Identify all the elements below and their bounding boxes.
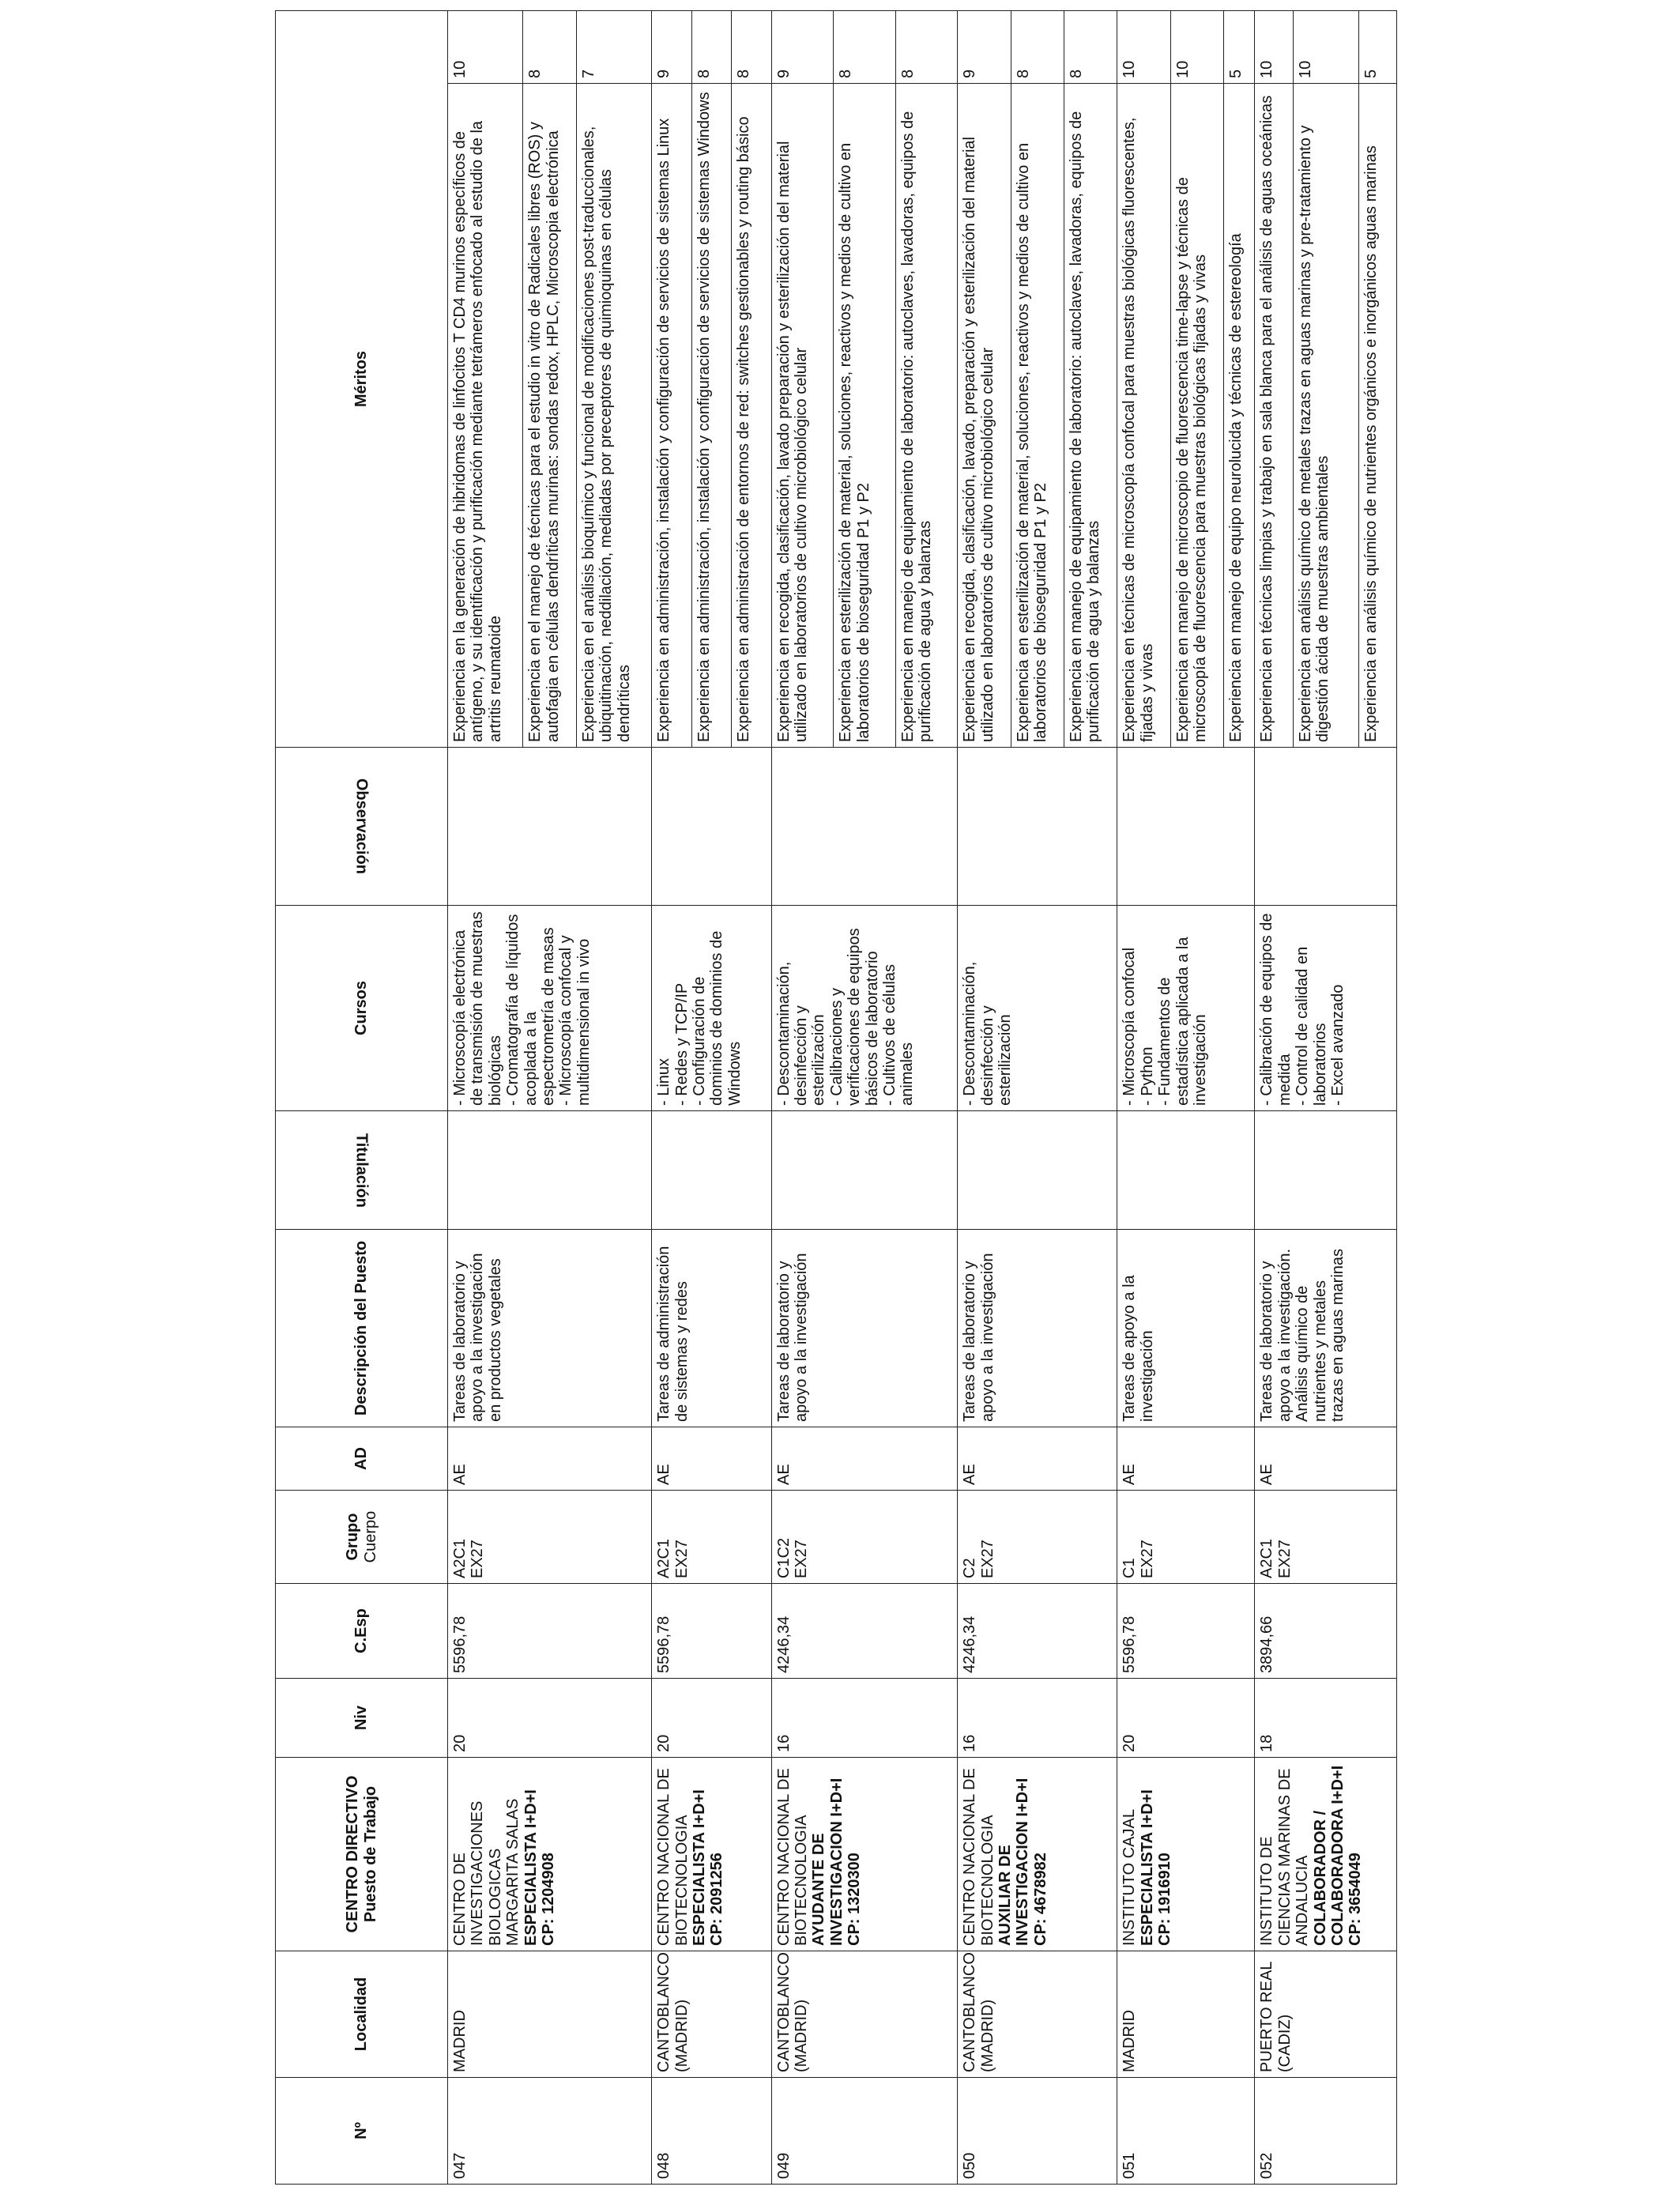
merito-score: 8 [1067,69,1085,78]
cell-ad [448,1427,652,1491]
merito-text: Experiencia en administración de entornos de red: switches gestionables y routing básico [735,116,753,742]
header-centro: CENTRO DIRECTIVO Puesto de Trabajo [276,1758,448,1951]
cell-merito-score [1293,11,1358,84]
cell-titulacion [448,1111,652,1230]
cp-value: CP: 2091256 [708,1853,726,1946]
merito-score: 8 [526,69,544,78]
cell-merito-score [448,11,523,84]
merito-text: Experiencia en manejo de equipamiento de laboratorio: autoclaves, lavadoras, equipos de purificación de agua y balanzas [1067,111,1103,742]
header-titulacion: Titulación [276,1111,448,1230]
cell-num [652,2078,771,2185]
header-niv: Niv [276,1679,448,1758]
merito-score: 8 [898,69,917,78]
cell-grupo [1255,1491,1397,1584]
curso-item: - Configuración de dominios de dominios de Windows [690,930,744,1106]
cell-centro [1117,1758,1255,1951]
niv-value: 16 [961,1734,979,1752]
cell-merito [732,84,772,748]
job-positions-table [275,10,1397,2185]
descripcion-value: Tareas de administración de sistemas y redes [655,1246,691,1422]
cell-descripcion [771,1230,958,1427]
cell-num [1117,2078,1255,2185]
merito-text: Experiencia en recogida, clasificación, lavado, preparación y esterilización del material utilizado en laboratorios de cultivo microbiológico celular [961,137,996,742]
cell-cesp [1255,1584,1397,1679]
cell-merito [1064,84,1117,748]
cell-merito [1255,84,1293,748]
merito-score: 8 [1014,69,1032,78]
cell-descripcion [652,1230,771,1427]
header-observacion: Observación [276,748,448,906]
merito-text: Experiencia en manejo de equipamiento de laboratorio: autoclaves, lavadoras, equipos de purificación de agua y balanzas [898,111,935,742]
cell-titulacion [1117,1111,1255,1230]
curso-item: - Microscopía confocal y multidimensional in vivo [557,935,593,1106]
cell-cursos [958,906,1117,1111]
cell-titulacion [771,1111,958,1230]
cell-grupo [1117,1491,1255,1584]
cell-titulacion [1255,1111,1397,1230]
merito-score: 10 [451,60,469,78]
cell-descripcion [1255,1230,1397,1427]
cell-grupo [448,1491,652,1584]
cell-merito [1011,84,1064,748]
ad-value: AE [774,1464,793,1485]
niv-value: 20 [655,1734,673,1752]
table-row [958,11,1011,2185]
cell-localidad [652,1951,771,2078]
curso-item: - Control de calidad en laboratorios [1294,946,1329,1106]
cell-num [448,2078,652,2185]
cell-descripcion [448,1230,652,1427]
cell-centro [1255,1758,1397,1951]
cesp-value: 5596,78 [451,1615,469,1673]
cuerpo-value: EX27 [672,1540,691,1578]
curso-item: - Microscopía confocal [1121,947,1139,1106]
cell-niv [771,1679,958,1758]
cuerpo-value: EX27 [793,1540,811,1578]
niv-value: 18 [1258,1734,1276,1752]
cell-cursos [1255,906,1397,1111]
curso-item: - Python [1138,1046,1156,1106]
puesto-value: ESPECIALISTA I+D+I [522,1789,540,1946]
num-value: 050 [961,2152,979,2179]
cell-niv [652,1679,771,1758]
centro-value: CENTRO DE INVESTIGACIONES BIOLOGICAS MARGARITA SALAS [451,1798,522,1946]
grupo-value: A2C1 [451,1538,469,1578]
descripcion-value: Tareas de laboratorio y apoyo a la investigación. Análisis químico de nutrientes y metales trazas en aguas marinas [1258,1248,1347,1422]
cell-merito [895,84,958,748]
cell-cesp [958,1584,1117,1679]
cell-cesp [652,1584,771,1679]
merito-text: Experiencia en recogida, clasificación, lavado preparación y esterilización del material utilizado en laboratorios de cultivo microbiológico celular [774,141,811,742]
cell-merito-score [834,11,896,84]
cell-centro [771,1758,958,1951]
header-ad: AD [276,1427,448,1491]
header-row [276,11,448,2185]
cesp-value: 4246,34 [774,1615,793,1673]
ad-value: AE [961,1464,979,1485]
cell-merito-score [1117,11,1170,84]
cell-merito [1170,84,1223,748]
cell-niv [1117,1679,1255,1758]
merito-score: 7 [579,69,597,78]
grupo-value: C2 [961,1558,979,1578]
cell-merito-score [732,11,772,84]
cell-merito [576,84,651,748]
cell-localidad [1255,1951,1397,2078]
curso-item: - Redes y TCP/IP [672,982,691,1106]
merito-score: 5 [1362,69,1380,78]
cell-cursos [1117,906,1255,1111]
cell-merito-score [1170,11,1223,84]
cell-grupo [958,1491,1117,1584]
merito-score: 8 [837,69,855,78]
cuerpo-value: EX27 [978,1540,996,1578]
localidad-value: CANTOBLANCO (MADRID) [961,1952,996,2072]
curso-item: - Microscopía electrónica de transmisión de muestras biológicas [451,911,504,1106]
puesto-value: COLABORADOR / COLABORADORA I+D+I [1311,1765,1347,1946]
merito-score: 9 [655,69,673,78]
cell-niv [958,1679,1117,1758]
cell-cesp [771,1584,958,1679]
descripcion-value: Tareas de laboratorio y apoyo a la investigación [961,1253,996,1422]
cell-merito [958,84,1011,748]
puesto-value: ESPECIALISTA I+D+I [1138,1789,1156,1946]
grupo-value: A2C1 [1258,1538,1276,1578]
centro-value: CENTRO NACIONAL DE BIOTECNOLOGIA [655,1768,691,1946]
cell-num [771,2078,958,2185]
cell-localidad [771,1951,958,2078]
cell-merito [1293,84,1358,748]
merito-score: 10 [1296,60,1314,78]
merito-score: 8 [735,69,753,78]
cell-merito-score [771,11,834,84]
cell-cursos [771,906,958,1111]
cp-value: CP: 1320300 [846,1853,864,1946]
descripcion-value: Tareas de laboratorio y apoyo a la investigación [774,1253,811,1422]
cuerpo-value: EX27 [1138,1540,1156,1578]
num-value: 048 [655,2152,673,2179]
centro-value: CENTRO NACIONAL DE BIOTECNOLOGIA [774,1768,811,1946]
merito-text: Experiencia en manejo de microscopio de fluorescencia time-lapse y técnicas de microscopía de fluorescencia para muestras biológicas fijadas y vivas [1173,177,1210,742]
cell-localidad [448,1951,652,2078]
cp-value: CP: 1204908 [539,1853,557,1946]
cell-merito-score [652,11,691,84]
cell-ad [1117,1427,1255,1491]
cp-value: CP: 1916910 [1156,1853,1174,1946]
header-grupo: Grupo Cuerpo [276,1491,448,1584]
cell-ad [771,1427,958,1491]
cp-value: CP: 3654049 [1347,1853,1365,1946]
cell-merito [1117,84,1170,748]
cell-centro [958,1758,1117,1951]
table-body [448,11,1397,2185]
cell-merito-score [523,11,576,84]
curso-item: - Linux [655,1057,673,1106]
localidad-value: MADRID [1121,2010,1139,2072]
cell-ad [958,1427,1117,1491]
merito-text: Experiencia en esterilización de material, soluciones, reactivos y medios de cultivo en laboratorios de bioseguridad P1 y P2 [837,142,872,742]
cell-observacion [958,748,1117,906]
merito-text: Experiencia en esterilización de material, soluciones, reactivos y medios de cultivo en laboratorios de bioseguridad P1 y P2 [1014,142,1049,742]
cell-observacion [652,748,771,906]
ad-value: AE [1121,1464,1139,1485]
cell-merito-score [576,11,651,84]
cesp-value: 5596,78 [1121,1615,1139,1673]
ad-value: AE [655,1464,673,1485]
merito-text: Experiencia en análisis químico de nutrientes orgánicos e inorgánicos aguas marinas [1362,145,1380,742]
cell-merito [523,84,576,748]
niv-value: 16 [774,1734,793,1752]
merito-text: Experiencia en técnicas de microscopía confocal para muestras biológicas fluorescentes, fijadas y vivas [1121,117,1156,742]
curso-item: - Cromatografía de líquidos acoplada a la espectrometría de masas [504,914,557,1106]
num-value: 047 [451,2152,469,2179]
cell-descripcion [1117,1230,1255,1427]
grupo-value: A2C1 [655,1538,673,1578]
merito-score: 8 [695,69,713,78]
merito-score: 10 [1258,60,1276,78]
merito-text: Experiencia en el análisis bioquímico y funcional de modificaciones post-traduccionales, ubiquitinación, neddilación, mediadas por preceptores de quimioquinas en células dendríticas [579,126,633,742]
merito-text: Experiencia en análisis químico de metales trazas en aguas marinas y pre-tratamiento y digestión ácida de muestras ambientales [1296,125,1332,742]
niv-value: 20 [1121,1734,1139,1752]
cell-niv [448,1679,652,1758]
table-row [448,11,523,2185]
cell-merito-score [1358,11,1397,84]
num-value: 049 [774,2152,793,2179]
curso-item: - Calibración de equipos de medida [1258,913,1294,1106]
cell-merito-score [895,11,958,84]
cell-merito [834,84,896,748]
header-meritos: Méritos [276,11,448,748]
cell-niv [1255,1679,1397,1758]
puesto-value: AYUDANTE DE INVESTIGACION I+D+I [810,1777,846,1946]
num-value: 052 [1258,2152,1276,2179]
table-row [1117,11,1170,2185]
cp-value: CP: 4678982 [1031,1853,1049,1946]
cell-cesp [1117,1584,1255,1679]
cell-titulacion [958,1111,1117,1230]
cell-centro [652,1758,771,1951]
cell-observacion [771,748,958,906]
cuerpo-value: EX27 [1275,1540,1294,1578]
merito-score: 9 [774,69,793,78]
curso-item: - Descontaminación, desinfección y esterilización [961,961,1015,1106]
cell-cesp [448,1584,652,1679]
grupo-value: C1 [1121,1558,1139,1578]
cell-grupo [771,1491,958,1584]
ad-value: AE [451,1464,469,1485]
cell-merito [448,84,523,748]
cell-merito-score [1255,11,1293,84]
header-descripcion: Descripción del Puesto [276,1230,448,1427]
niv-value: 20 [451,1734,469,1752]
curso-item: - Descontaminación, desinfección y esterilización [774,961,828,1106]
cell-ad [652,1427,771,1491]
merito-text: Experiencia en el manejo de técnicas para el estudio in vitro de Radicales libres (ROS) y autofagia en células dendríticas murinas: sondas redox, HPLC, Microscopia electrónica [526,122,562,742]
ad-value: AE [1258,1464,1276,1485]
centro-value: CENTRO NACIONAL DE BIOTECNOLOGIA [961,1768,996,1946]
grupo-value: C1C2 [774,1537,793,1578]
cell-merito-score [1224,11,1255,84]
cell-num [1255,2078,1397,2185]
header-cursos: Cursos [276,906,448,1111]
puesto-value: ESPECIALISTA I+D+I [690,1789,708,1946]
cell-observacion [448,748,652,906]
cesp-value: 4246,34 [961,1615,979,1673]
cell-centro [448,1758,652,1951]
table-row [652,11,691,2185]
cuerpo-value: EX27 [469,1540,487,1578]
localidad-value: MADRID [451,2010,469,2072]
descripcion-value: Tareas de laboratorio y apoyo a la investigación en productos vegetales [451,1253,504,1422]
cell-cursos [448,906,652,1111]
curso-item: - Cultivos de células animales [880,964,917,1106]
cell-titulacion [652,1111,771,1230]
merito-score: 10 [1121,60,1139,78]
curso-item: - Excel avanzado [1328,984,1347,1106]
cell-merito-score [1064,11,1117,84]
curso-item: - Calibraciones y verificaciones de equipos básicos de laboratorio [827,928,881,1106]
cell-merito [771,84,834,748]
cell-num [958,2078,1117,2185]
merito-text: Experiencia en manejo de equipo neurolucida y técnicas de estereología [1227,233,1245,742]
cell-merito-score [691,11,731,84]
curso-item: - Fundamentos de estadística aplicada a la investigación [1156,937,1209,1106]
cell-localidad [1117,1951,1255,2078]
table-row [771,11,834,2185]
cell-observacion [1117,748,1255,906]
cell-grupo [652,1491,771,1584]
cell-observacion [1255,748,1397,906]
cell-merito [652,84,691,748]
cell-localidad [958,1951,1117,2078]
cell-merito-score [958,11,1011,84]
cesp-value: 3894,66 [1258,1615,1276,1673]
centro-value: INSTITUTO CAJAL [1121,1809,1139,1946]
cesp-value: 5596,78 [655,1615,673,1673]
header-localidad: Localidad [276,1951,448,2078]
localidad-value: CANTOBLANCO (MADRID) [655,1952,691,2072]
merito-text: Experiencia en la generación de hibridomas de linfocitos T CD4 murinos específicos de antígeno, y su identificación y purificación mediante tetrámeros enfocado al estudio de la artritis reumatoide [451,120,504,742]
cell-merito [1358,84,1397,748]
puesto-value: AUXILIAR DE INVESTIGACION I+D+I [996,1777,1032,1946]
merito-score: 5 [1227,69,1245,78]
header-num: Nº [276,2078,448,2185]
merito-text: Experiencia en administración, instalación y configuración de servicios de sistemas Windows [695,92,713,742]
descripcion-value: Tareas de apoyo a la investigación [1121,1275,1156,1422]
cell-descripcion [958,1230,1117,1427]
centro-value: INSTITUTO DE CIENCIAS MARINAS DE ANDALUCIA [1258,1768,1312,1946]
cell-ad [1255,1427,1397,1491]
merito-text: Experiencia en administración, instalación y configuración de servicios de sistemas Linux [655,118,673,742]
merito-score: 10 [1173,60,1192,78]
localidad-value: CANTOBLANCO (MADRID) [774,1952,811,2072]
cell-merito [691,84,731,748]
cell-merito [1224,84,1255,748]
cell-cursos [652,906,771,1111]
cell-merito-score [1011,11,1064,84]
merito-text: Experiencia en técnicas limpias y trabajo en sala blanca para el análisis de aguas oceánicas [1258,95,1276,742]
merito-score: 9 [961,69,979,78]
localidad-value: PUERTO REAL (CADIZ) [1258,1962,1294,2072]
num-value: 051 [1121,2152,1139,2179]
header-cesp: C.Esp [276,1584,448,1679]
table-row [1255,11,1293,2185]
